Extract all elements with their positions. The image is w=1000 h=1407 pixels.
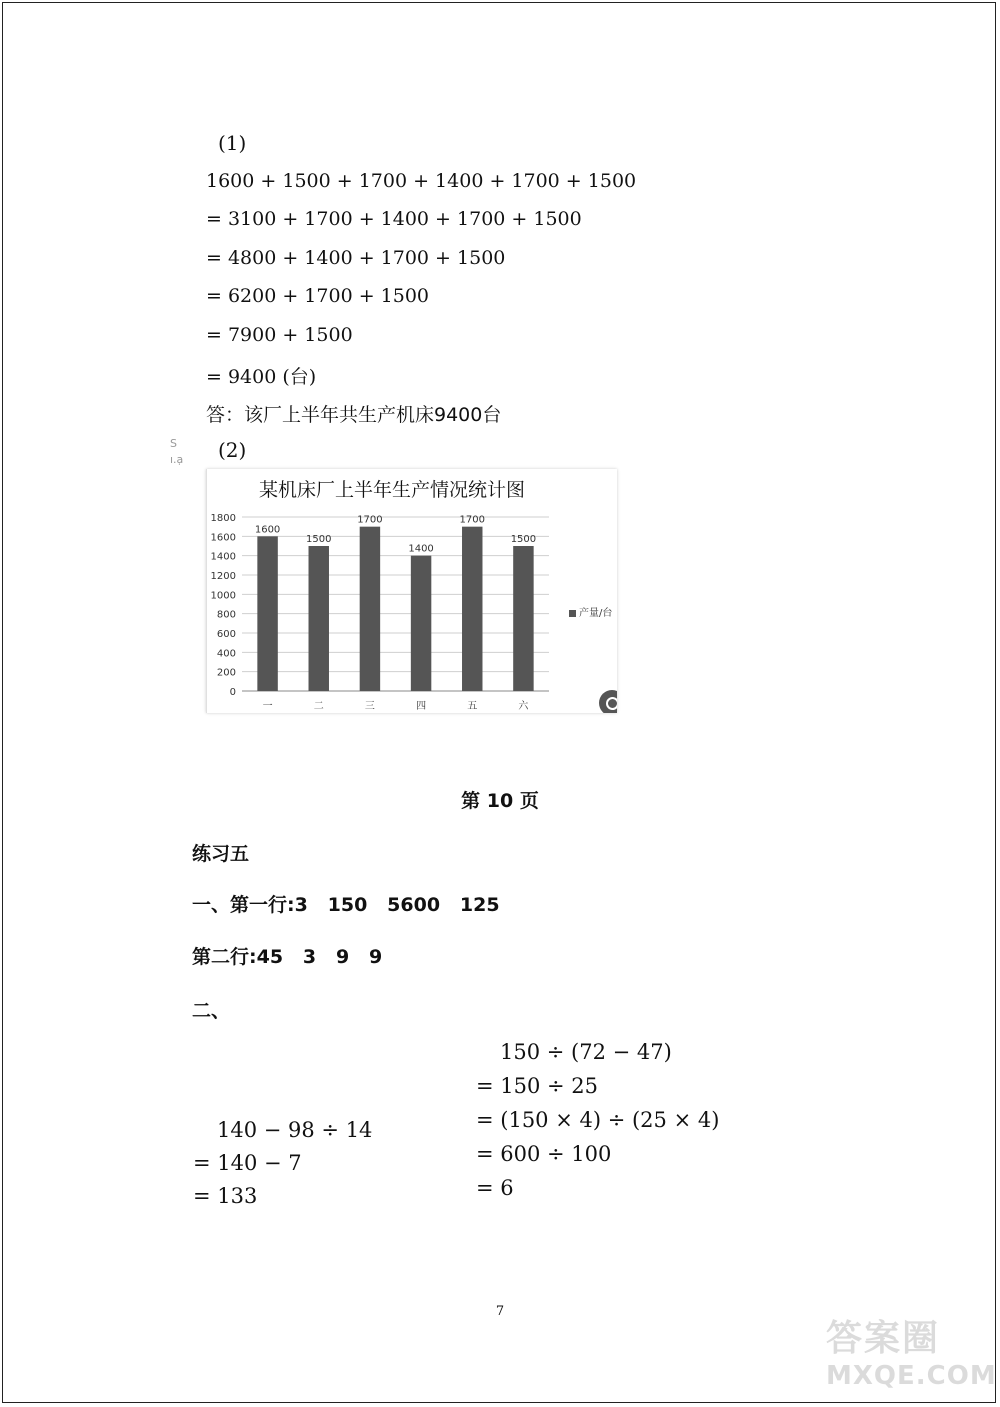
x-tick-label: 三: [364, 701, 375, 712]
q1-row2: 第二行:45 3 9 9: [192, 946, 383, 968]
bar: [513, 546, 533, 691]
data-label: 1500: [510, 534, 537, 545]
y-tick-label: 200: [216, 667, 236, 679]
y-tick-label: 1800: [210, 513, 236, 524]
x-tick-label: 四: [416, 701, 427, 712]
bar: [309, 546, 329, 691]
calc-right-2: = 150 ÷ 25: [476, 1074, 599, 1098]
y-tick-label: 600: [216, 629, 236, 640]
calc-step-6: = 9400 (台): [206, 366, 317, 388]
bar: [411, 556, 431, 691]
x-tick-label: 一: [262, 701, 273, 712]
calc-right-5: = 6: [476, 1176, 514, 1200]
part2-label: (2): [218, 438, 247, 462]
q2-label: 二、: [192, 1000, 231, 1022]
page-heading: 第 10 页: [461, 790, 539, 812]
part1-answer: 答：该厂上半年共生产机床9400台: [206, 404, 502, 426]
calc-right-1: 150 ÷ (72 − 47): [500, 1040, 672, 1064]
y-tick-label: 0: [229, 687, 236, 698]
bar-chart: [206, 469, 617, 713]
calc-step-2: = 3100 + 1700 + 1400 + 1700 + 1500: [206, 208, 582, 230]
x-tick-label: 二: [313, 701, 324, 712]
x-tick-label: 六: [518, 701, 529, 712]
exercise-title: 练习五: [192, 843, 250, 865]
watermark: [826, 1310, 997, 1402]
calc-step-3: = 4800 + 1400 + 1700 + 1500: [206, 247, 506, 269]
calc-left-1: 140 − 98 ÷ 14: [217, 1118, 373, 1142]
watermark-url: MXQE.COM: [826, 1361, 997, 1391]
calc-right-4: = 600 ÷ 100: [476, 1142, 612, 1166]
calc-left-3: = 133: [193, 1184, 258, 1208]
zoom-icon: [599, 690, 617, 713]
y-tick-label: 1400: [210, 551, 236, 563]
side-scan-mark: S ı.ạ: [170, 437, 184, 466]
x-tick-label: 五: [467, 701, 478, 712]
page-number: 7: [495, 1304, 505, 1319]
y-tick-label: 1600: [210, 532, 236, 544]
y-tick-label: 800: [216, 609, 236, 621]
q1-row1: 一、第一行:3 150 5600 125: [192, 894, 500, 916]
calc-step-5: = 7900 + 1500: [206, 324, 353, 346]
data-label: 1700: [357, 514, 383, 526]
calc-left-2: = 140 − 7: [193, 1151, 302, 1175]
chart-plot: [207, 469, 617, 713]
watermark-logo-text: 答案圈: [826, 1318, 941, 1359]
chart-title: 某机床厂上半年生产情况统计图: [258, 479, 525, 501]
calc-step-4: = 6200 + 1700 + 1500: [206, 285, 430, 307]
chart-legend: [569, 604, 612, 619]
calc-step-1: 1600 + 1500 + 1700 + 1400 + 1700 + 1500: [206, 170, 637, 192]
y-tick-label: 400: [216, 648, 236, 660]
part1-label: (1): [218, 131, 247, 155]
data-label: 1500: [306, 534, 332, 545]
bar: [257, 536, 277, 691]
data-label: 1600: [254, 524, 281, 536]
y-tick-label: 1000: [210, 590, 236, 602]
data-label: 1400: [408, 543, 434, 555]
y-tick-label: 1200: [210, 571, 236, 582]
bar: [462, 527, 482, 691]
legend-label: 产量/台: [579, 608, 613, 619]
calc-right-3: = (150 × 4) ÷ (25 × 4): [476, 1108, 720, 1132]
legend-swatch: [569, 610, 576, 617]
bar: [360, 527, 380, 691]
data-label: 1700: [459, 514, 485, 526]
